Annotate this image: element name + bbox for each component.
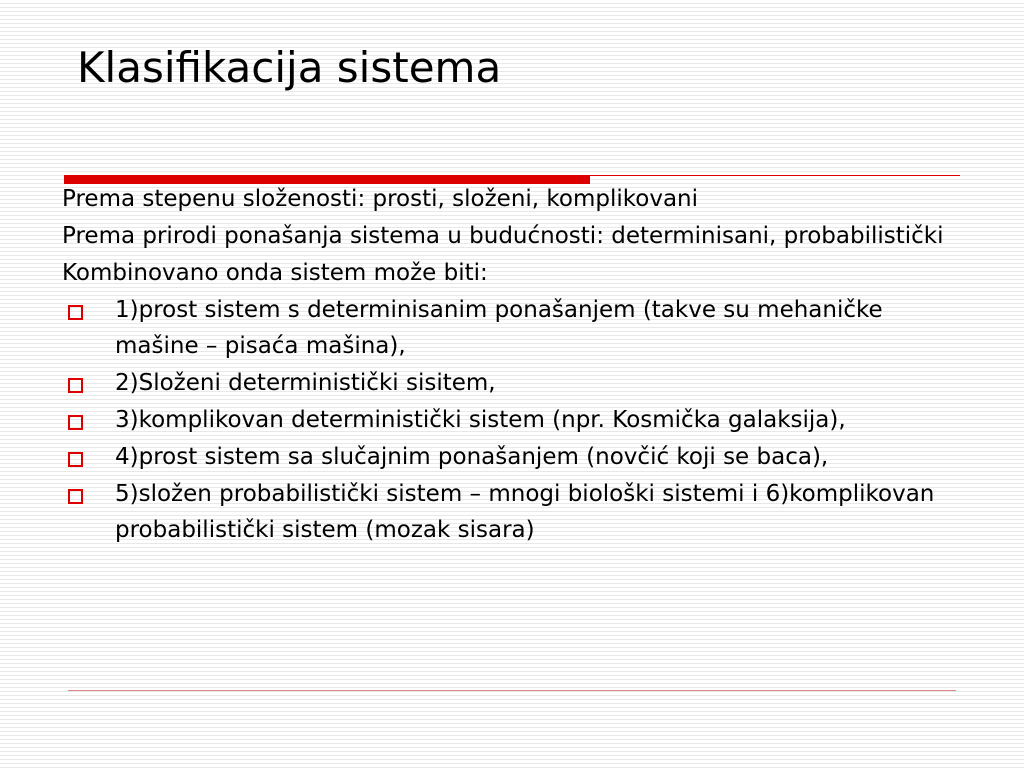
bullet-text: 1)prost sistem s determinisanim ponašanjem (takve su mehaničke mašine – pisaća mašina), (115, 297, 883, 359)
bullet-item (62, 476, 962, 548)
bullet-item (62, 402, 962, 438)
bullet-text: 4)prost sistem sa slučajnim ponašanjem (novčić koji se baca), (115, 444, 829, 470)
paragraph-combined: Kombinovano onda sistem može biti: (62, 260, 488, 286)
bullet-text: 3)komplikovan deterministički sistem (npr. Kosmička galaksija), (115, 407, 846, 433)
hollow-square-icon (68, 452, 83, 467)
bullet-text: 5)složen probabilistički sistem – mnogi biološki sistemi i 6)komplikovan probabilistički sistem (mozak sisara) (115, 481, 935, 543)
hollow-square-icon (68, 305, 83, 320)
paragraph-behavior: Prema prirodi ponašanja sistema u budućnosti: determinisani, probabilistički (62, 223, 944, 249)
bullet-item (62, 365, 962, 401)
slide-body (62, 181, 962, 549)
bullet-item (62, 439, 962, 475)
paragraph-complexity: Prema stepenu složenosti: prosti, složeni, komplikovani (62, 186, 699, 212)
bullet-item (62, 292, 962, 364)
footer-divider (68, 690, 956, 691)
slide-title: Klasifikacija sistema (77, 43, 502, 92)
hollow-square-icon (68, 378, 83, 393)
bullet-text: 2)Složeni deterministički sisitem, (115, 370, 496, 396)
hollow-square-icon (68, 489, 83, 504)
hollow-square-icon (68, 415, 83, 430)
title-underline-thin (590, 175, 960, 176)
